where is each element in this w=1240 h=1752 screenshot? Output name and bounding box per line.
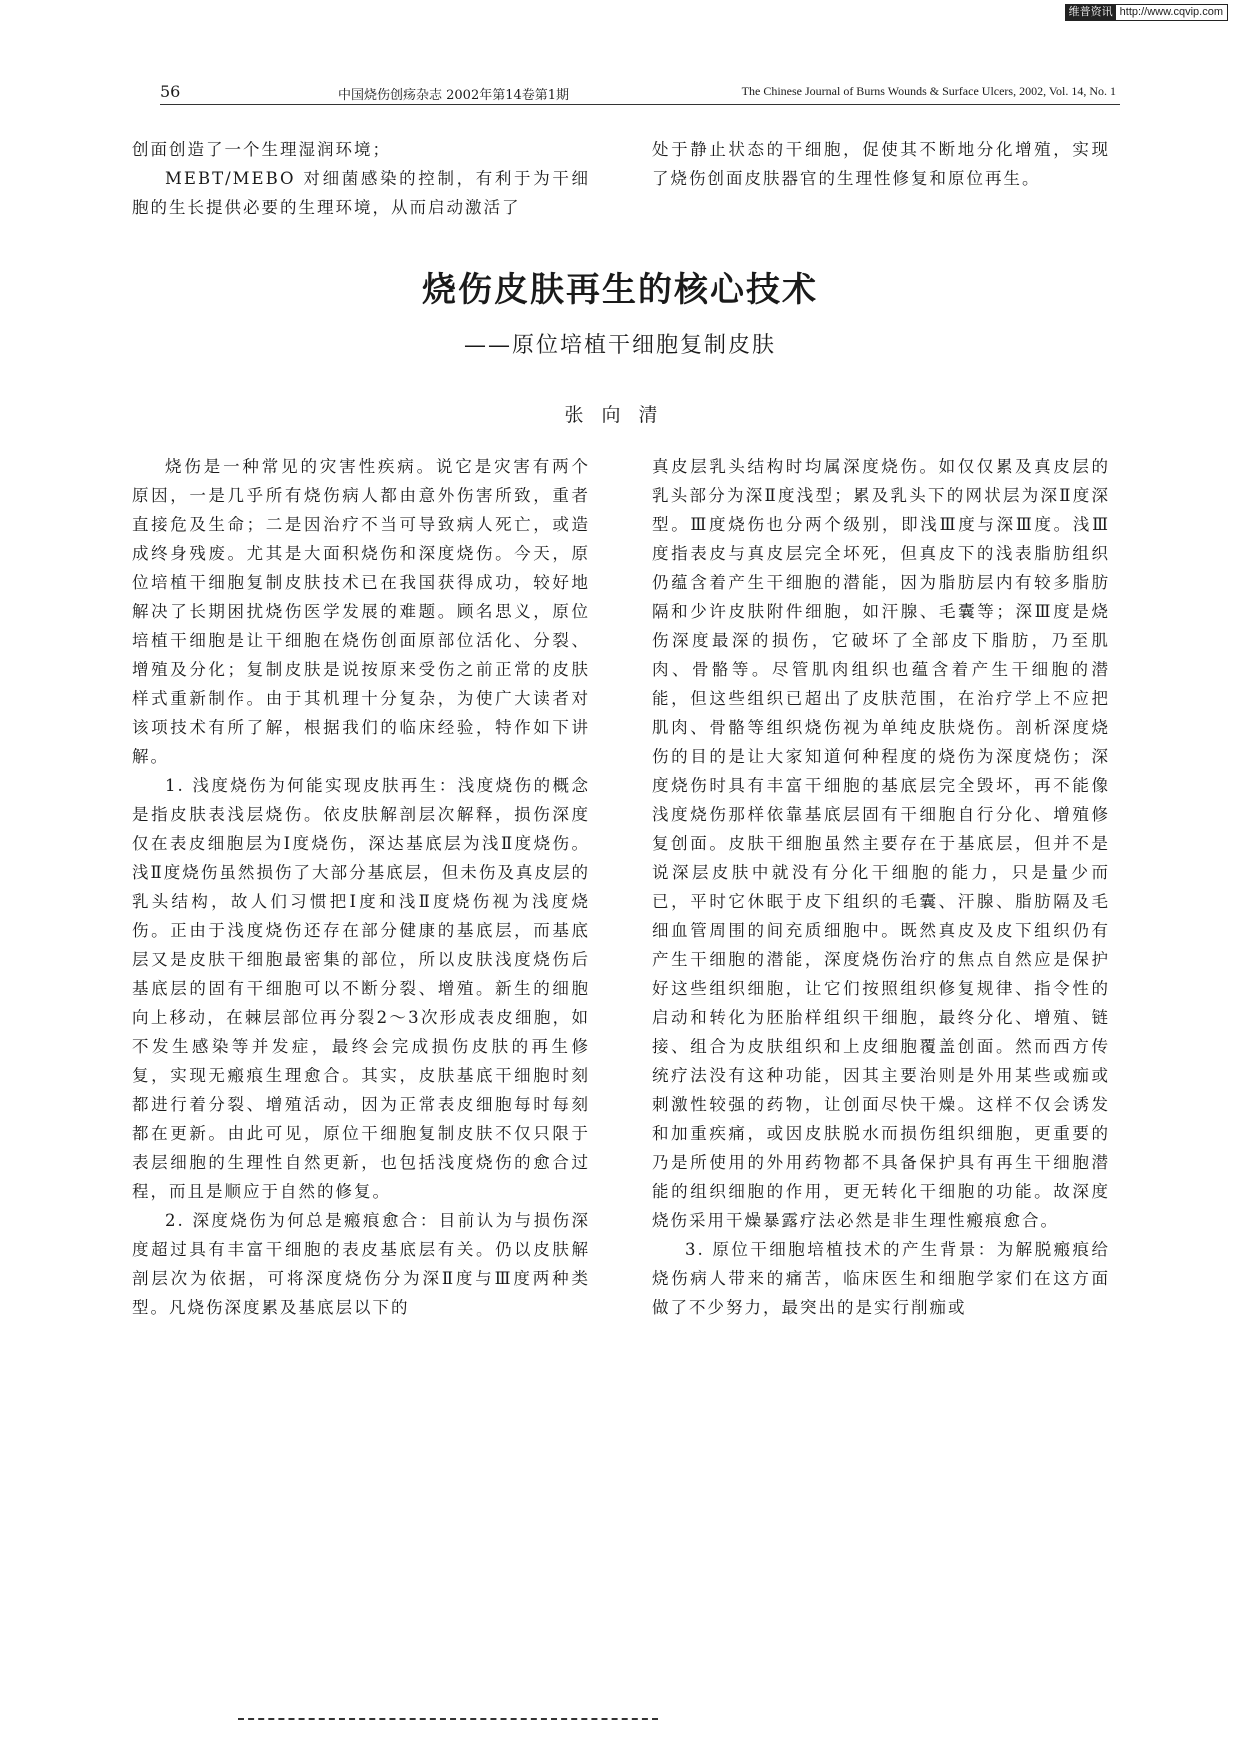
- watermark-brand: 维普资讯: [1066, 5, 1116, 20]
- article-subtitle: ——原位培植干细胞复制皮肤: [463, 333, 776, 358]
- body-paragraph: 烧伤是一种常见的灾害性疾病。说它是灾害有两个原因，一是几乎所有烧伤病人都由意外伤害所致，重者直接危及生命；二是因治疗不当可导致病人死亡，或造成终身残废。尤其是大面积烧伤和深度烧伤。今天，原位培植干细胞复制皮肤技术已在我国获得成功，较好地解决了长期困扰烧伤医学发展的难题。顾名思义，原位培植干细胞是让干细胞在烧伤创面原部位活化、分裂、增殖及分化；复制皮肤是说按原来受伤之前正常的皮肤样式重新制作。由于其机理十分复杂，为使广大读者对该项技术有所了解，根据我们的临床经验，特作如下讲解。: [132, 457, 590, 766]
- body-left-column: [132, 452, 590, 1322]
- journal-title-cn: 中国烧伤创疡杂志 2002年第14卷第1期: [338, 88, 570, 103]
- journal-title-en: The Chinese Journal of Burns Wounds & Surface Ulcers, 2002, Vol. 14, No. 1: [741, 84, 1116, 98]
- carryover-right-column: [652, 135, 1110, 193]
- archive-watermark: [1065, 4, 1228, 21]
- running-header: [160, 82, 1120, 105]
- carryover-paragraph: MEBT/MEBO 对细菌感染的控制，有利于为干细胞的生长提供必要的生理环境，从而启动激活了: [132, 169, 590, 217]
- footer-divider: [238, 1718, 658, 1720]
- carryover-paragraph: 创面创造了一个生理湿润环境；: [132, 140, 391, 159]
- article-title: 烧伤皮肤再生的核心技术: [422, 270, 818, 310]
- body-paragraph: 1. 浅度烧伤为何能实现皮肤再生：浅度烧伤的概念是指皮肤表浅层烧伤。依皮肤解剖层次解释，损伤深度仅在表皮细胞层为Ⅰ度烧伤，深达基底层为浅Ⅱ度烧伤。浅Ⅱ度烧伤虽然损伤了大部分基底层，但未伤及真皮层的乳头结构，故人们习惯把Ⅰ度和浅Ⅱ度烧伤视为浅度烧伤。正由于浅度烧伤还存在部分健康的基底层，而基底层又是皮肤干细胞最密集的部位，所以皮肤浅度烧伤后基底层的固有干细胞可以不断分裂、增殖。新生的细胞向上移动，在棘层部位再分裂2～3次形成表皮细胞，如不发生感染等并发症，最终会完成损伤皮肤的再生修复，实现无瘢痕生理愈合。其实，皮肤基底干细胞时刻都进行着分裂、增殖活动，因为正常表皮细胞每时每刻都在更新。由此可见，原位干细胞复制皮肤不仅只限于表层细胞的生理性自然更新，也包括浅度烧伤的愈合过程，而且是顺应于自然的修复。: [132, 776, 590, 1201]
- body-right-column: [652, 452, 1110, 1322]
- body-paragraph: 真皮层乳头结构时均属深度烧伤。如仅仅累及真皮层的乳头部分为深Ⅱ度浅型；累及乳头下的网状层为深Ⅱ度深型。Ⅲ度烧伤也分两个级别，即浅Ⅲ度与深Ⅲ度。浅Ⅲ度指表皮与真皮层完全坏死，但真皮下的浅表脂肪组织仍蕴含着产生干细胞的潜能，因为脂肪层内有较多脂肪隔和少许皮肤附件细胞，如汗腺、毛囊等；深Ⅲ度是烧伤深度最深的损伤，它破坏了全部皮下脂肪，乃至肌肉、骨骼等。尽管肌肉组织也蕴含着产生干细胞的潜能，但这些组织已超出了皮肤范围，在治疗学上不应把肌肉、骨骼等组织烧伤视为单纯皮肤烧伤。剖析深度烧伤的目的是让大家知道何种程度的烧伤为深度烧伤；深度烧伤时具有丰富干细胞的基底层完全毁坏，再不能像浅度烧伤那样依靠基底层固有干细胞自行分化、增殖修复创面。皮肤干细胞虽然主要存在于基底层，但并不是说深层皮肤中就没有分化干细胞的能力，只是量少而已，平时它休眠于皮下组织的毛囊、汗腺、脂肪隔及毛细血管周围的间充质细胞中。既然真皮及皮下组织仍有产生干细胞的潜能，深度烧伤治疗的焦点自然应是保护好这些组织细胞，让它们按照组织修复规律、指令性的启动和转化为胚胎样组织干细胞，最终分化、增殖、链接、组合为皮肤组织和上皮细胞覆盖创面。然而西方传统疗法没有这种功能，因其主要治则是外用某些或痂或刺激性较强的药物，让创面尽快干燥。这样不仅会诱发和加重疾痛，或因皮肤脱水而损伤组织细胞，更重要的乃是所使用的外用药物都不具备保护具有再生干细胞潜能的组织细胞的作用，更无转化干细胞的功能。故深度烧伤采用干燥暴露疗法必然是非生理性瘢痕愈合。: [652, 457, 1110, 1230]
- watermark-url[interactable]: http://www.cqvip.com: [1119, 6, 1223, 18]
- page-number: 56: [160, 82, 181, 101]
- carryover-left-column: [132, 135, 590, 222]
- body-paragraph: 3. 原位干细胞培植技术的产生背景：为解脱瘢痕给烧伤病人带来的痛苦，临床医生和细胞学家们在这方面做了不少努力，最突出的是实行削痂或: [652, 1240, 1110, 1317]
- body-paragraph: 2. 深度烧伤为何总是瘢痕愈合：目前认为与损伤深度超过具有丰富干细胞的表皮基底层有关。仍以皮肤解剖层次为依据，可将深度烧伤分为深Ⅱ度与Ⅲ度两种类型。凡烧伤深度累及基底层以下的: [132, 1211, 590, 1317]
- article-author: 张向清: [564, 404, 676, 426]
- carryover-paragraph: 处于静止状态的干细胞，促使其不断地分化增殖，实现了烧伤创面皮肤器官的生理性修复和原位再生。: [652, 140, 1110, 188]
